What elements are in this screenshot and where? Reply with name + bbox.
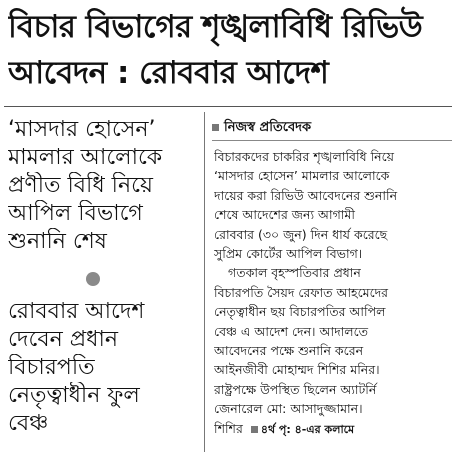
body-line: রাষ্ট্রপক্ষে উপস্থিত ছিলেন অ্যাটর্নি <box>214 381 377 397</box>
continuation-note[interactable] <box>247 423 354 436</box>
body-line: আইনজীবী মোহাম্মদ শিশির মনির। <box>214 362 380 378</box>
summary-block-2 <box>8 298 198 438</box>
body-line: বেঞ্চ এ আদেশ দেন। আদালতে <box>214 323 368 339</box>
square-bullet-icon <box>212 124 219 131</box>
body-line: গতকাল বৃহস্পতিবার প্রধান <box>228 265 361 281</box>
body-line: আবেদনের পক্ষে শুনানি করেন <box>214 343 364 359</box>
body-line: জেনারেল মো: আসাদুজ্জামান। <box>214 401 363 417</box>
body-line: সুপ্রিম কোর্টের আপিল বিভাগ। <box>214 246 363 262</box>
column-divider <box>204 112 205 452</box>
summary-line: প্রণীত বিধি নিয়ে <box>8 173 153 198</box>
headline <box>8 4 448 96</box>
summary-line: ‘মাসদার হোসেন’ <box>8 117 156 142</box>
body-line: নেতৃত্বাধীন ছয় বিচারপতির আপিল <box>214 304 386 320</box>
summary-line: বেঞ্চ <box>8 411 49 436</box>
summary-line: বিচারপতি <box>8 355 95 380</box>
headline-line-1: বিচার বিভাগের শৃঙ্খলাবিধি রিভিউ <box>8 9 423 45</box>
summary-block-1 <box>8 116 198 256</box>
summary-line: নেতৃত্বাধীন ফুল <box>8 383 140 408</box>
square-bullet-icon <box>251 426 258 433</box>
summary-line: দেবেন প্রধান <box>8 327 118 352</box>
byline-text: নিজস্ব প্রতিবেদক <box>224 120 312 135</box>
summary-line: রোববার আদেশ <box>8 299 145 324</box>
body-line: রোববার (৩০ জুন) দিন ধার্য করেছে <box>214 226 388 242</box>
continuation-text: ৪র্থ পৃ: ৪-এর কলামে <box>260 422 355 436</box>
bullet-dot-icon <box>86 272 100 286</box>
body-line: ‘মাসদার হোসেন’ মামলার আলোকে <box>214 168 390 184</box>
summary-line: শুনানি শেষ <box>8 229 107 254</box>
summary-column <box>8 116 198 438</box>
summary-line: মামলার আলোকে <box>8 145 163 170</box>
body-line: দায়ের করা রিভিউ আবেদনের শুনানি <box>214 187 398 203</box>
body-line: বিচারকদের চাকরির শৃঙ্খলাবিধি নিয়ে <box>214 149 394 164</box>
body-last-line <box>214 419 450 439</box>
article-body <box>214 147 450 439</box>
body-line: বিচারপতি সৈয়দ রেফাত আহমেদের <box>214 284 389 300</box>
summary-line: আপিল বিভাগে <box>8 201 143 226</box>
body-line: শেষে আদেশের জন্য আগামী <box>214 207 355 223</box>
byline-divider <box>212 140 452 141</box>
headline-line-2: আবেদন : রোববার আদেশ <box>8 55 329 91</box>
byline <box>212 118 311 138</box>
headline-divider <box>4 106 452 107</box>
body-last-word: শিশির <box>214 420 243 436</box>
